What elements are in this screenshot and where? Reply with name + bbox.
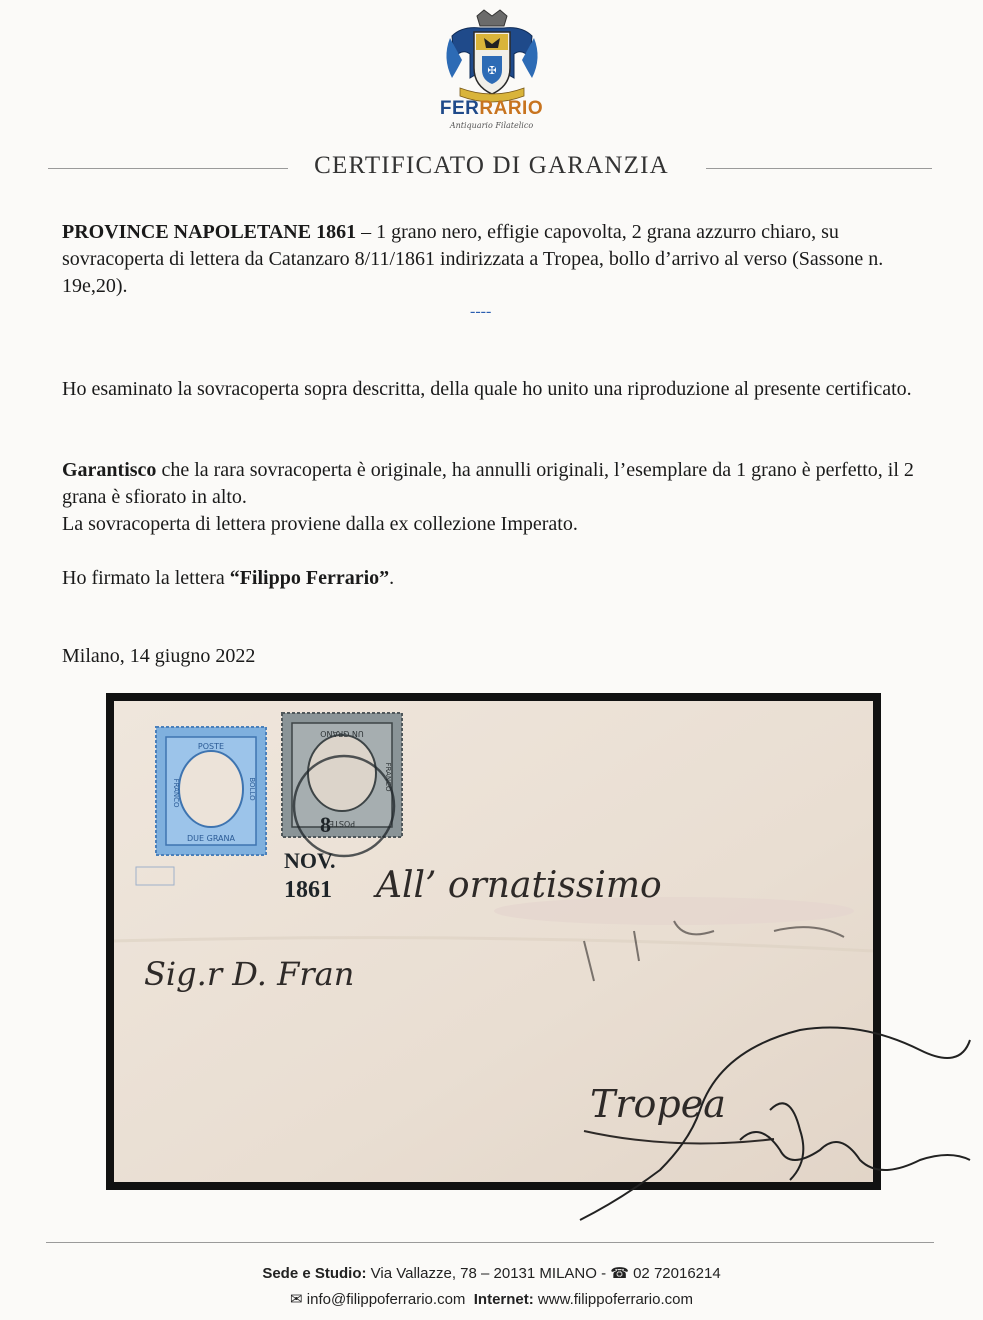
description-paragraph	[62, 219, 932, 300]
signed-name: “Filippo Ferrario”	[229, 567, 390, 589]
paragraph-examined: Ho esaminato la sovracoperta sopra descritta, della quale ho unito una riproduzione al presente certificato.	[62, 378, 912, 400]
title-rule-right	[706, 168, 932, 169]
paragraph-guarantee	[62, 457, 932, 511]
stamp2-side-left: FRANCO	[384, 762, 392, 792]
address-line3: Tropea	[590, 1082, 726, 1126]
paragraph-signed	[62, 565, 932, 592]
footer-address-label: Sede e Studio:	[262, 1265, 367, 1282]
paragraph-provenance: La sovracoperta di lettera proviene dalla ex collezione Imperato.	[62, 513, 578, 535]
guarantee-lead: Garantisco	[62, 459, 157, 481]
brand-subtitle: Antiquario Filatelico	[449, 121, 534, 130]
email-link[interactable]: info@filippoferrario.com	[306, 1291, 466, 1308]
address-line2: Sig.r D. Fran	[144, 955, 355, 993]
stamp1-side-right: BOLLO	[248, 777, 256, 801]
brand-name	[0, 98, 983, 120]
signed-post: .	[389, 567, 395, 589]
postmark-day: 8	[320, 812, 331, 837]
signed-pre: Ho firmato la lettera	[62, 567, 230, 589]
address-line1: All’ ornatissimo	[376, 865, 662, 906]
footer-contacts	[0, 1290, 983, 1308]
postmark-year: 1861	[284, 877, 332, 903]
envelope-icon: ✉	[290, 1291, 303, 1308]
brand-name-part1: FER	[439, 98, 480, 119]
footer-address	[0, 1264, 983, 1282]
svg-text:✠: ✠	[487, 64, 497, 77]
description-lead: PROVINCE NAPOLETANE 1861	[62, 221, 357, 243]
brand-name-part2: RARIO	[479, 98, 544, 119]
internet-label: Internet:	[473, 1291, 534, 1308]
stamp1-top: POSTE	[197, 742, 225, 751]
description-text: – 1 grano nero, effigie capovolta, 2 grana azzurro chiaro, su sovracoperta di lettera da Catanzaro 8/11/1861 indirizzata a Tropea, bollo d’arrivo al verso (Sassone n. 19e,20).	[62, 221, 884, 297]
postmark-month: NOV.	[284, 848, 336, 873]
stamp1-side-left: FRANCO	[172, 778, 180, 808]
website-link[interactable]: www.filippoferrario.com	[533, 1291, 693, 1308]
handwritten-signature	[540, 1010, 980, 1240]
stamp-due-grana	[156, 727, 266, 855]
stamp2-bottom: POSTE	[328, 819, 356, 828]
stamp2-top: UN GRANO	[320, 729, 364, 738]
certificate-title: CERTIFICATO DI GARANZIA	[314, 152, 669, 179]
stamp1-bottom: DUE GRANA	[187, 834, 235, 843]
footer-rule	[46, 1242, 934, 1243]
footer-address-text: Via Vallazze, 78 – 20131 MILANO - ☎ 02 72016214	[366, 1265, 721, 1282]
separator: ----	[470, 303, 492, 320]
place-date: Milano, 14 giugno 2022	[62, 645, 256, 667]
guarantee-text: che la rara sovracoperta è originale, ha annulli originali, l’esemplare da 1 grano è perfetto, il 2 grana è sfiorato in alto.	[62, 459, 914, 508]
